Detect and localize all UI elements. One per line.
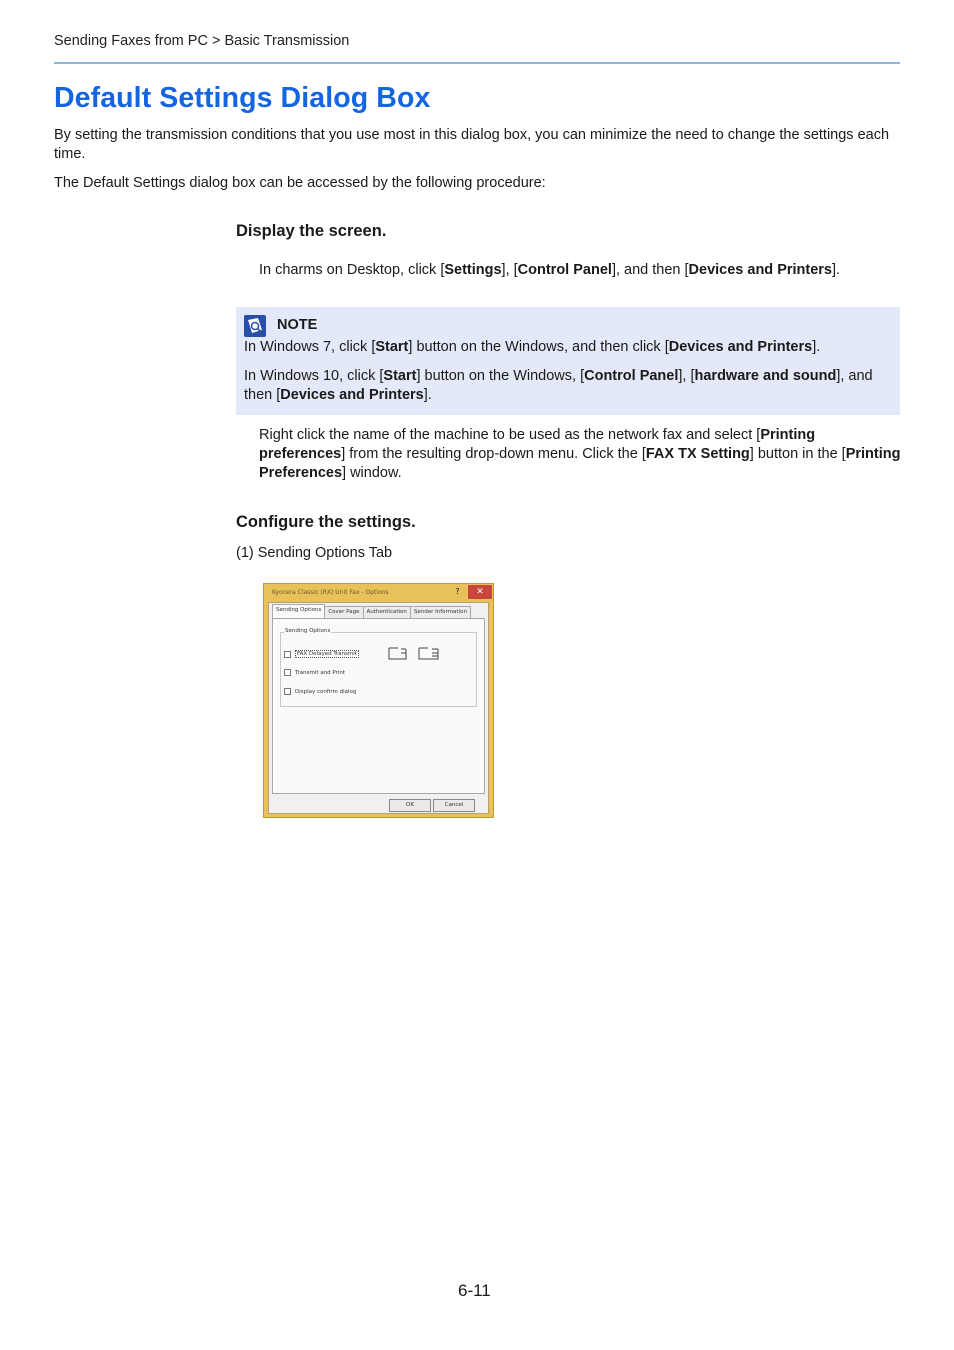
devices-printers-term: Devices and Printers (688, 262, 832, 278)
group-label: Sending Options (285, 628, 331, 634)
page-number: 6-11 (458, 1281, 491, 1300)
cancel-button[interactable]: Cancel (433, 799, 475, 812)
transmit-and-print-checkbox[interactable] (284, 669, 291, 676)
settings-term: Settings (444, 262, 502, 278)
tab-sending-options[interactable]: Sending Options (272, 604, 325, 618)
step-configure-heading: Configure the settings. (236, 513, 416, 531)
dialog-body (268, 602, 489, 814)
breadcrumb: Sending Faxes from PC > Basic Transmission (54, 33, 350, 49)
page-layout-icon (386, 645, 446, 661)
dialog-screenshot (263, 583, 494, 818)
step-display-screen-instruction: In charms on Desktop, click [Settings], [Control Panel], and then [Devices and Printers]. (259, 262, 841, 278)
fax-delayed-transmit-option[interactable]: FAX Delayed Transmit (284, 650, 359, 658)
tab-sender-information[interactable]: Sender Information (410, 606, 471, 618)
display-confirm-dialog-checkbox[interactable] (284, 688, 291, 695)
sending-options-group (280, 628, 477, 707)
intro-procedure: The Default Settings dialog box can be accessed by the following procedure: (54, 175, 546, 191)
close-button[interactable]: ✕ (468, 585, 492, 599)
note-windows10: In Windows 10, click [Start] button on the Windows, [Control Panel], [hardware and sound], and then [Devices and Printers]. (244, 368, 873, 403)
note-windows7: In Windows 7, click [Start] button on the Windows, and then click [Devices and Printers]. (244, 339, 821, 355)
help-button[interactable]: ? (449, 585, 466, 599)
intro-paragraph: By setting the transmission conditions that you use most in this dialog box, you can minimize the need to change the settings each time. (54, 127, 890, 162)
step-display-screen-heading: Display the screen. (236, 222, 387, 240)
display-confirm-dialog-option[interactable]: Display confirm dialog (284, 688, 356, 695)
header-divider (54, 62, 900, 64)
tab-cover-page[interactable]: Cover Page (324, 606, 363, 618)
step-printing-preferences-instruction: Right click the name of the machine to be used as the network fax and select [Printing preferences] from the resulting drop-down menu. Click the [FAX TX Setting] button in the [Printing Preferences] window. (259, 427, 901, 481)
fax-delayed-transmit-checkbox[interactable] (284, 651, 291, 658)
sub-step-sending-options: (1) Sending Options Tab (236, 545, 393, 561)
control-panel-term: Control Panel (517, 262, 612, 278)
ok-button[interactable]: OK (389, 799, 431, 812)
tab-authentication[interactable]: Authentication (363, 606, 411, 618)
dialog-title: Kyocera Classic (RX) Unit Fax - Options (272, 589, 389, 596)
note-icon (244, 315, 266, 337)
transmit-and-print-option[interactable]: Transmit and Print (284, 669, 345, 676)
note-label: NOTE (277, 317, 318, 333)
note-box (236, 307, 900, 415)
dialog-tabs (272, 606, 470, 618)
page-title: Default Settings Dialog Box (54, 82, 431, 114)
tab-panel (272, 618, 485, 794)
